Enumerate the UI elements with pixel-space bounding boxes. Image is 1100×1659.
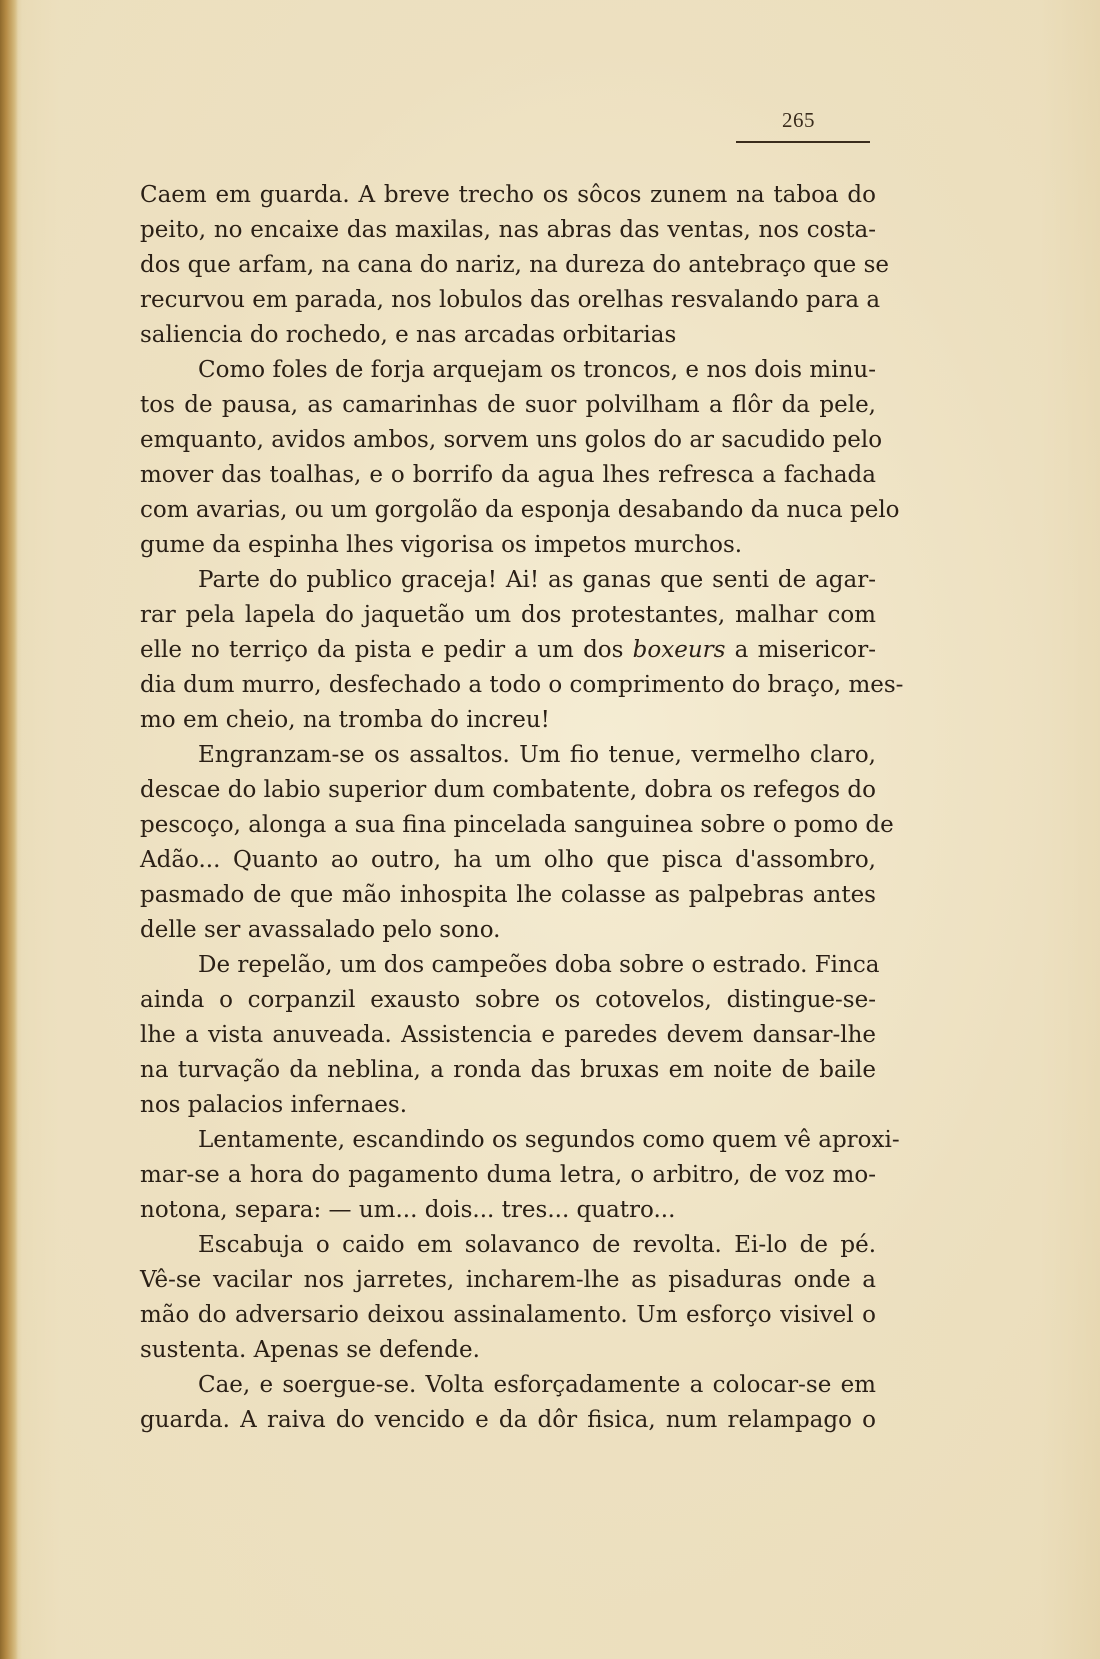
text-line: gume da espinha lhes vigorisa os impetos murchos. [140, 532, 743, 558]
text-line: na turvação da neblina, a ronda das bruxas em noite de baile [140, 1057, 876, 1083]
text-line: Escabuja o caido em solavanco de revolta. Ei-lo de pé. [198, 1232, 876, 1258]
text-line: Adão... Quanto ao outro, ha um olho que pisca d'assombro, [140, 847, 876, 873]
text-line-with-italic: elle no terriço da pista e pedir a um dos boxeurs a misericor- [140, 637, 877, 663]
paragraph-8 [140, 1368, 876, 1438]
text-line: rar pela lapela do jaquetão um dos protestantes, malhar com [140, 602, 876, 628]
text-line: notona, separa: — um... dois... tres... quatro... [140, 1197, 676, 1223]
text-line: emquanto, avidos ambos, sorvem uns golos do ar sacudido pelo [140, 427, 883, 453]
text-line: descae do labio superior dum combatente, dobra os refegos do [140, 777, 876, 803]
text-line: lhe a vista anuveada. Assistencia e paredes devem dansar-lhe [140, 1022, 876, 1048]
text-line: sustenta. Apenas se defende. [140, 1337, 480, 1363]
text-line: peito, no encaixe das maxilas, nas abras das ventas, nos costa- [140, 217, 876, 243]
page-binding-edge [0, 0, 18, 1659]
text-line: mar-se a hora do pagamento duma letra, o arbitro, de voz mo- [140, 1162, 876, 1188]
paragraph-6 [140, 1123, 900, 1228]
text-line: com avarias, ou um gorgolão da esponja desabando da nuca pelo [140, 497, 900, 523]
text-line: Caem em guarda. A breve trecho os sôcos zunem na taboa do [140, 182, 876, 208]
text-line: dos que arfam, na cana do nariz, na dureza do antebraço que se [140, 252, 889, 278]
text-line: nos palacios infernaes. [140, 1092, 408, 1118]
italic-term: boxeurs [632, 637, 726, 663]
text-line: Como foles de forja arquejam os troncos, e nos dois minu- [198, 357, 876, 383]
text-line: Vê-se vacilar nos jarretes, incharem-lhe as pisaduras onde a [140, 1267, 876, 1293]
text-line: De repelão, um dos campeões doba sobre o estrado. Finca [198, 952, 880, 978]
text-line: ainda o corpanzil exausto sobre os cotovelos, distingue-se- [140, 987, 876, 1013]
text-line: mão do adversario deixou assinalamento. Um esforço visivel o [140, 1302, 876, 1328]
paragraph-2 [140, 353, 900, 563]
paragraph-1 [140, 178, 889, 353]
text-line: delle ser avassalado pelo sono. [140, 917, 501, 943]
header-rule [736, 141, 870, 143]
paragraph-3 [140, 563, 904, 738]
text-line: tos de pausa, as camarinhas de suor polvilham a flôr da pele, [140, 392, 876, 418]
text-line: dia dum murro, desfechado a todo o comprimento do braço, mes- [140, 672, 904, 698]
paragraph-7 [140, 1228, 876, 1368]
page-number: 265 [782, 108, 815, 132]
text-line: Parte do publico graceja! Ai! as ganas que senti de agar- [198, 567, 876, 593]
text-line: Cae, e soergue-se. Volta esforçadamente a colocar-se em [198, 1372, 876, 1398]
text-line: mover das toalhas, e o borrifo da agua lhes refresca a fachada [140, 462, 876, 488]
body-text [140, 178, 904, 1438]
text-line: guarda. A raiva do vencido e da dôr fisica, num relampago o [140, 1407, 876, 1433]
text-line: saliencia do rochedo, e nas arcadas orbitarias [140, 322, 677, 348]
paragraph-5 [140, 948, 880, 1123]
text-line: recurvou em parada, nos lobulos das orelhas resvalando para a [140, 287, 881, 313]
text-line: pasmado de que mão inhospita lhe colasse as palpebras antes [140, 882, 876, 908]
text-line: mo em cheio, na tromba do increu! [140, 707, 550, 733]
paragraph-4 [140, 738, 894, 948]
text-line: Lentamente, escandindo os segundos como quem vê aproxi- [198, 1127, 900, 1153]
text-line: pescoço, alonga a sua fina pincelada sanguinea sobre o pomo de [140, 812, 894, 838]
text-line: Engranzam-se os assaltos. Um fio tenue, vermelho claro, [198, 742, 876, 768]
